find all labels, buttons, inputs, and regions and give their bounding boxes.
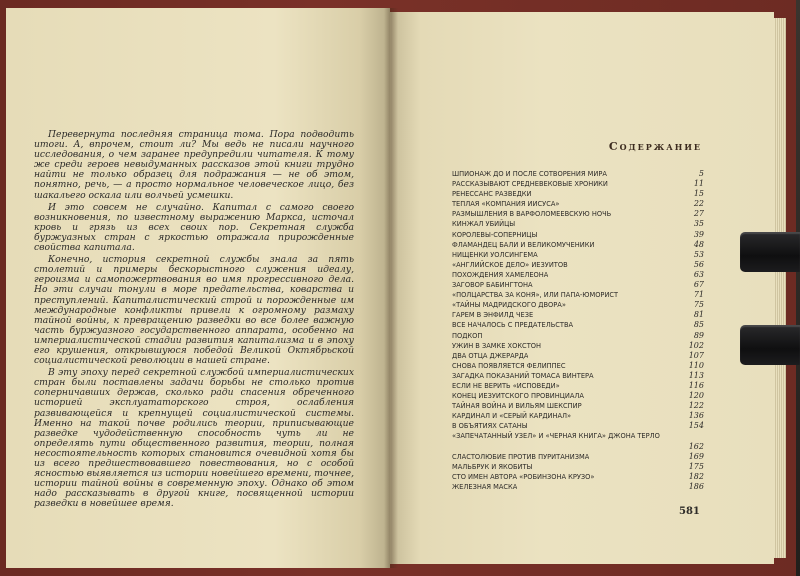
toc-entry-title: ДВА ОТЦА ДЖЕРАРДА bbox=[452, 350, 529, 360]
toc-entry-page: 136 bbox=[688, 411, 704, 421]
toc-entry-title: «АНГЛИЙСКОЕ ДЕЛО» ИЕЗУИТОВ bbox=[452, 259, 568, 269]
toc-entry bbox=[452, 260, 704, 270]
toc-entry-title: КОНЕЦ ИЕЗУИТСКОГО ПРОВИНЦИАЛА bbox=[452, 391, 584, 401]
toc-entry-title: СЛАСТОЛЮБИЕ ПРОТИВ ПУРИТАНИЗМА bbox=[452, 451, 590, 461]
toc-entry-page: 35 bbox=[693, 219, 704, 229]
toc-entry-page: 27 bbox=[693, 209, 704, 219]
book-clip-top bbox=[740, 232, 800, 272]
toc-entry-page: 63 bbox=[693, 269, 704, 279]
toc-entry-title: ЖЕЛЕЗНАЯ МАСКА bbox=[452, 481, 518, 491]
toc-entry-title: ВСЕ НАЧАЛОСЬ С ПРЕДАТЕЛЬСТВА bbox=[452, 320, 574, 330]
toc-entry-page: 162 bbox=[688, 441, 704, 451]
toc-entry-title: КОРОЛЕВЫ-СОПЕРНИЦЫ bbox=[452, 229, 538, 239]
toc-entry bbox=[452, 209, 704, 219]
book-gutter bbox=[384, 8, 398, 568]
toc-entry bbox=[452, 219, 704, 229]
toc-entry bbox=[452, 482, 704, 492]
toc-entry-title: ЗАГАДКА ПОКАЗАНИЙ ТОМАСА ВИНТЕРА bbox=[452, 370, 594, 380]
paragraph: Перевернута последняя страница тома. Пора подводить итоги. А, впрочем, стоит ли? Мы ведь не писали научного исследования, о чем заранее предупредили читателя. К тому же среди героев невыдуманных рассказов этой книги трудно найти не только образец для подражания — не об этом, понятно, речь, — а просто нормальное человеческое лицо, без шакальего оскала или волчьей усмешки. bbox=[34, 129, 354, 201]
toc-entry-title: МАЛЬБРУК И ЯКОБИТЫ bbox=[452, 461, 533, 471]
book-clip-bottom bbox=[740, 325, 800, 365]
toc-entry bbox=[452, 250, 704, 260]
toc-entry-title: УЖИН В ЗАМКЕ ХОКСТОН bbox=[452, 340, 541, 350]
toc-entry-title: ШПИОНАЖ ДО И ПОСЛЕ СОТВОРЕНИЯ МИРА bbox=[452, 169, 607, 178]
toc-entry-page: 53 bbox=[693, 249, 704, 259]
left-page-text bbox=[34, 130, 354, 511]
toc-entry-title: РАССКАЗЫВАЮТ СРЕДНЕВЕКОВЫЕ ХРОНИКИ bbox=[452, 179, 608, 189]
toc-entry-title: ТАЙНАЯ ВОЙНА И ВИЛЬЯМ ШЕКСПИР bbox=[452, 401, 582, 411]
toc-entry-title: «ТАЙНЫ МАДРИДСКОГО ДВОРА» bbox=[452, 300, 566, 310]
toc-entry bbox=[452, 371, 704, 381]
toc-entry-page: 56 bbox=[693, 259, 704, 269]
toc-entry bbox=[452, 320, 704, 330]
toc-entry-title: РЕНЕССАНС РАЗВЕДКИ bbox=[452, 189, 532, 199]
toc-entry bbox=[452, 452, 704, 462]
toc-entry-title: СТО ИМЕН АВТОРА «РОБИНЗОНА КРУЗО» bbox=[452, 471, 595, 481]
toc-entry bbox=[452, 331, 704, 341]
toc-entry-page: 22 bbox=[693, 199, 704, 209]
toc-entry bbox=[452, 381, 704, 391]
toc-entry-page: 175 bbox=[688, 461, 704, 471]
toc-entry-title: ЗАГОВОР БАБИНГТОНА bbox=[452, 280, 533, 290]
toc-entry-page: 85 bbox=[693, 320, 704, 330]
toc-entry-page: 102 bbox=[688, 340, 704, 350]
toc-entry bbox=[452, 361, 704, 371]
toc-entry-title: РАЗМЫШЛЕНИЯ В ВАРФОЛОМЕЕВСКУЮ НОЧЬ bbox=[452, 209, 612, 219]
toc-entry-title: ГАРЕМ В ЭНФИЛД ЧЕЗЕ bbox=[452, 310, 534, 320]
toc-entry bbox=[452, 300, 704, 310]
toc-entry-page: 48 bbox=[693, 239, 704, 249]
paragraph: В эту эпоху перед секретной службой империалистических стран были поставлены задачи борьбы не столько против соперничавших держав, сколько ради спасения обреченного историей эксплуататорского строя, ослабления развивающейся и крепнущей социалистической системы. Именно на такой почве родились теории, приписывающие разведке чудодейственную способность чуть ли не определять пути общественного развития, теории, полная несостоятельность которых становится очевидной хотя бы из всего предшествовавшего повествования, но с особой ясностью выявляется из истории новейшего времени, точнее, истории тайной войны в современную эпоху. Однако об этом надо рассказывать в другой книге, посвященной истории разведки в новейшее время. bbox=[34, 367, 354, 510]
toc-entry bbox=[452, 310, 704, 320]
toc-entry-page: 11 bbox=[693, 179, 704, 189]
toc-entry-page: 182 bbox=[688, 471, 704, 481]
page-number: 581 bbox=[679, 506, 700, 517]
toc-entry-title: «ПОЛЦАРСТВА ЗА КОНЯ», ИЛИ ПАПА-ЮМОРИСТ bbox=[452, 290, 619, 300]
toc-entry bbox=[452, 230, 704, 240]
paragraph: Конечно, история секретной службы знала за пять столетий и примеры бескорыстного служения идеалу, героизма и самопожертвования во имя прогрессивного дела. Но эти случаи тонули в море предательства, коварства и преступлений. Капиталистический строй и порожденные им международные конфликты привели к огромному размаху тайной войны, к превращению разведки во все более важную часть буржуазного государственного аппарата, особенно на империалистической стадии развития капитализма и в эпоху его крушения, открывшуюся победой Великой Октябрьской социалистической революции в нашей стране. bbox=[34, 254, 354, 367]
toc-entry-page: 169 bbox=[688, 451, 704, 461]
toc-entry bbox=[452, 401, 704, 411]
toc-entry-page: 71 bbox=[693, 290, 704, 300]
toc-entry-title: ТЕПЛАЯ «КОМПАНИЯ ИИСУСА» bbox=[452, 199, 560, 209]
toc-entry-page: 75 bbox=[693, 300, 704, 310]
toc-entry-page: 120 bbox=[688, 391, 704, 401]
table-of-contents bbox=[452, 169, 704, 492]
toc-entry-title: ЕСЛИ НЕ ВЕРИТЬ «ИСПОВЕДИ» bbox=[452, 380, 560, 390]
toc-entry bbox=[452, 179, 704, 189]
toc-entry-page: 116 bbox=[688, 380, 704, 390]
toc-entry-page: 81 bbox=[693, 310, 704, 320]
toc-entry-page: 113 bbox=[688, 370, 704, 380]
toc-entry-title: КИНЖАЛ УБИЙЦЫ bbox=[452, 219, 516, 229]
toc-entry-page: 154 bbox=[688, 421, 704, 431]
toc-entry bbox=[452, 351, 704, 361]
toc-entry-title: В ОБЪЯТИЯХ САТАНЫ bbox=[452, 421, 528, 431]
toc-entry-page: 89 bbox=[693, 330, 704, 340]
toc-entry bbox=[452, 421, 704, 431]
toc-entry bbox=[452, 169, 704, 179]
toc-entry bbox=[452, 472, 704, 482]
toc-entry-page: 15 bbox=[693, 189, 704, 199]
toc-entry-title: ПОДКОП bbox=[452, 330, 483, 340]
toc-entry-page: 186 bbox=[688, 481, 704, 491]
toc-entry bbox=[452, 431, 704, 451]
toc-entry-title: СНОВА ПОЯВЛЯЕТСЯ ФЕЛИППЕС bbox=[452, 360, 566, 370]
toc-entry-page: 67 bbox=[693, 280, 704, 290]
toc-heading: Содержание bbox=[608, 140, 702, 153]
toc-entry bbox=[452, 290, 704, 300]
toc-entry bbox=[452, 411, 704, 421]
toc-entry-title: ФЛАМАНДЕЦ БАЛИ И ВЕЛИКОМУЧЕНИКИ bbox=[452, 239, 595, 249]
toc-entry bbox=[452, 280, 704, 290]
toc-entry bbox=[452, 391, 704, 401]
toc-entry bbox=[452, 270, 704, 280]
toc-entry bbox=[452, 240, 704, 250]
page-edges bbox=[774, 18, 786, 558]
toc-entry bbox=[452, 189, 704, 199]
toc-entry bbox=[452, 199, 704, 209]
toc-entry-page: 110 bbox=[688, 360, 704, 370]
toc-entry-page: 39 bbox=[693, 229, 704, 239]
toc-entry-title: КАРДИНАЛ И «СЕРЫЙ КАРДИНАЛ» bbox=[452, 411, 572, 421]
toc-entry-page: 107 bbox=[688, 350, 704, 360]
toc-entry-title: ПОХОЖДЕНИЯ ХАМЕЛЕОНА bbox=[452, 269, 549, 279]
paragraph: И это совсем не случайно. Капитал с самого своего возникновения, по известному выражению Маркса, источал кровь и грязь из всех своих пор. Секретная служба буржуазных стран с яркостью отражала прирожденные свойства капитала. bbox=[34, 201, 354, 254]
toc-entry-page: 5 bbox=[698, 169, 704, 178]
toc-entry-title: НИЩЕНКИ УОЛСИНГЕМА bbox=[452, 249, 538, 259]
toc-entry-page: 122 bbox=[688, 401, 704, 411]
toc-entry bbox=[452, 462, 704, 472]
toc-entry bbox=[452, 341, 704, 351]
toc-entry-title: «ЗАПЕЧАТАННЫЙ УЗЕЛ» И «ЧЕРНАЯ КНИГА» ДЖОНА ТЕРЛО bbox=[452, 431, 660, 441]
